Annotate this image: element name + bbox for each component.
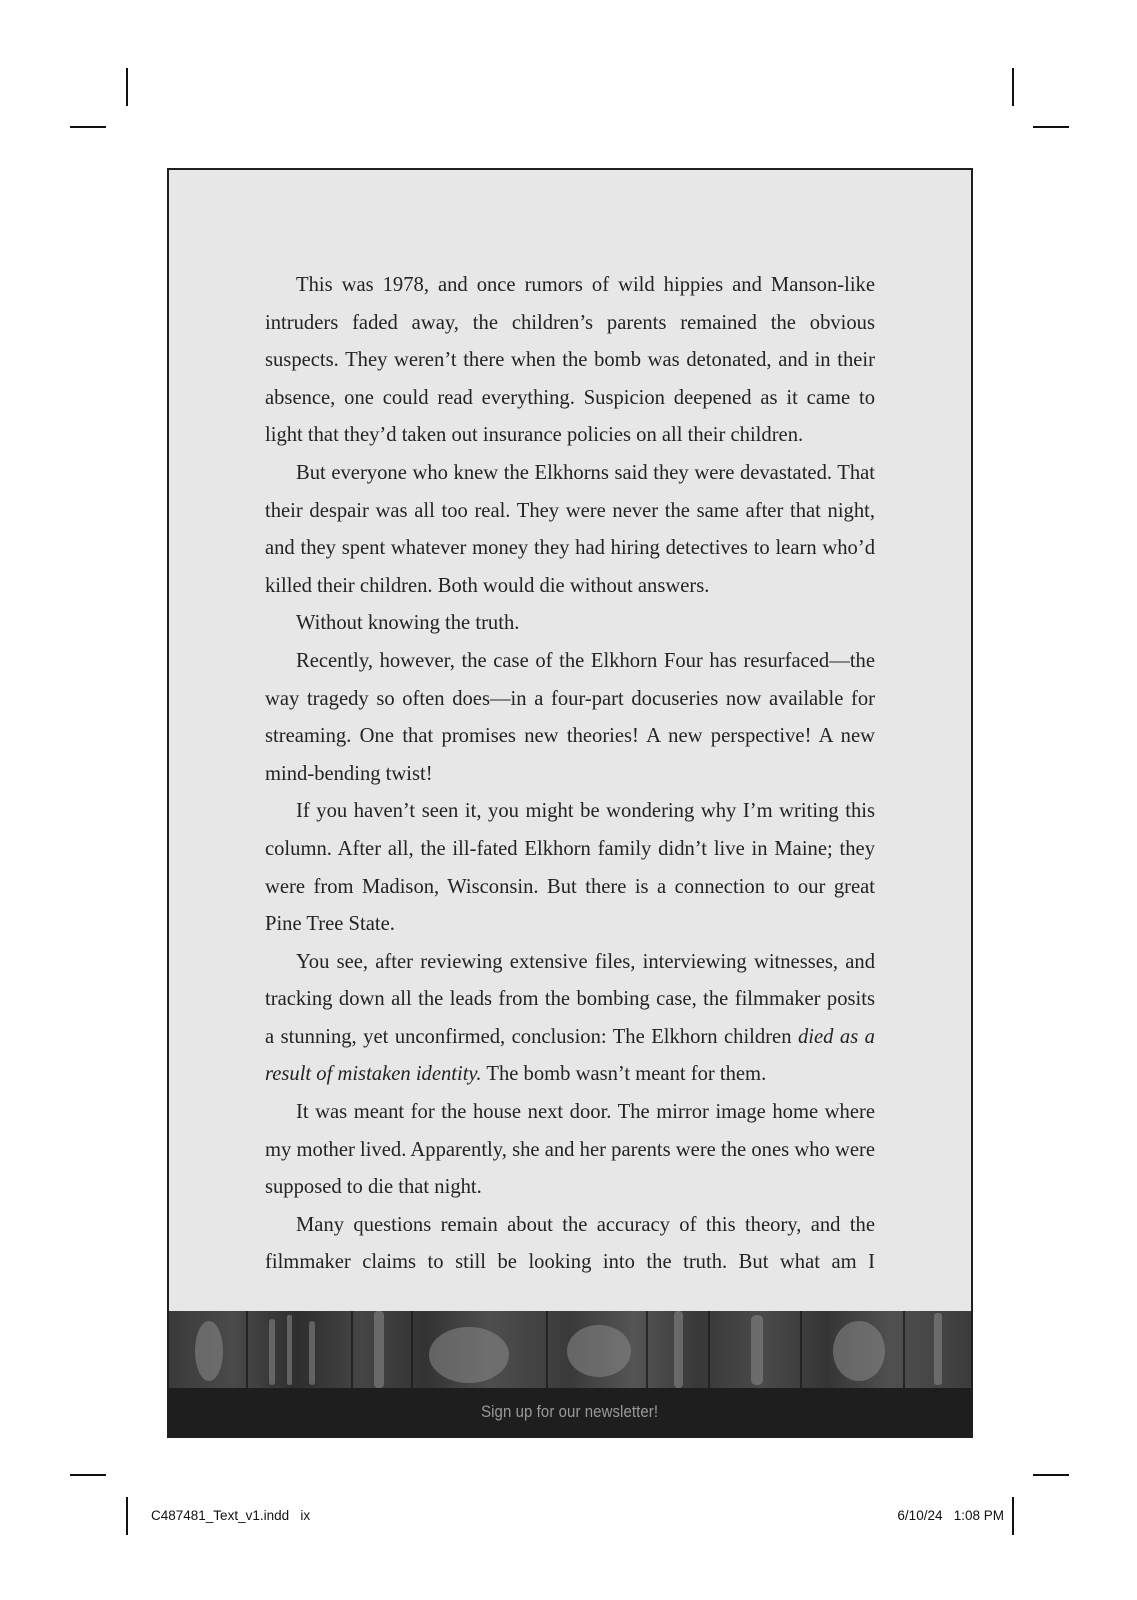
paragraph-6-start: You see, after reviewing extensive files, interviewing witnesses, and tracking down all the leads from the bombing case, the filmmaker posits a stunning, yet unconfirmed, conclusion: The Elkhorn children xyxy=(265,950,875,1048)
paragraph-6-italic: died as a result of mistaken identity. xyxy=(265,1025,875,1086)
page-panel xyxy=(167,168,973,1438)
crop-mark-bottom-right-h xyxy=(1033,1474,1069,1476)
newsletter-bar xyxy=(169,1388,971,1436)
crop-mark-top-left-h xyxy=(70,126,106,128)
body-text xyxy=(265,267,875,1282)
paragraph-7: It was meant for the house next door. The mirror image home where my mother lived. Apparently, she and her parents were the ones who were supposed to die that night. xyxy=(265,1101,875,1199)
xray-image-strip xyxy=(169,1311,971,1388)
paragraph-6-end: The bomb wasn’t meant for them. xyxy=(481,1063,767,1086)
newsletter-signup-link[interactable]: Sign up for our newsletter! xyxy=(481,1402,659,1421)
slug-file-label: C487481_Text_v1.indd ix xyxy=(151,1508,311,1523)
paragraph-4: Recently, however, the case of the Elkhorn Four has resurfaced—the way tragedy so often does—in a four-part docuseries now available for streaming. One that promises new theories! A new perspective! A new mind-bending twist! xyxy=(265,649,875,785)
paragraph-5: If you haven’t seen it, you might be wondering why I’m writing this column. After all, the ill-fated Elkhorn family didn’t live in Maine; they were from Madison, Wisconsin. But there is a connection to our great Pine Tree State. xyxy=(265,800,875,936)
crop-mark-top-right xyxy=(1012,68,1014,106)
crop-mark-top-left xyxy=(126,68,128,106)
paragraph-8: Many questions remain about the accuracy of this theory, and the filmmaker claims to still be looking into the truth. But what am I xyxy=(265,1213,875,1274)
xray-strip-graphic xyxy=(169,1311,971,1388)
slug-datetime: 6/10/24 1:08 PM xyxy=(897,1508,1004,1523)
crop-mark-bottom-left-h xyxy=(70,1474,106,1476)
crop-mark-top-right-h xyxy=(1033,126,1069,128)
crop-mark-bottom-left xyxy=(126,1497,128,1535)
paragraph-6 xyxy=(265,944,875,1094)
paragraph-2: But everyone who knew the Elkhorns said they were devastated. That their despair was all too real. They were never the same after that night, and they spent whatever money they had hiring detectives to learn who’d killed their children. Both would die without answers. xyxy=(265,461,875,597)
paragraph-3: Without knowing the truth. xyxy=(296,612,520,635)
crop-mark-bottom-right xyxy=(1012,1497,1014,1535)
paragraph-1: This was 1978, and once rumors of wild hippies and Manson-like intruders faded away, the children’s parents remained the obvious suspects. They weren’t there when the bomb was detonated, and in their absence, one could read everything. Suspicion deepened as it came to light that they’d taken out insurance policies on all their children. xyxy=(265,274,875,447)
